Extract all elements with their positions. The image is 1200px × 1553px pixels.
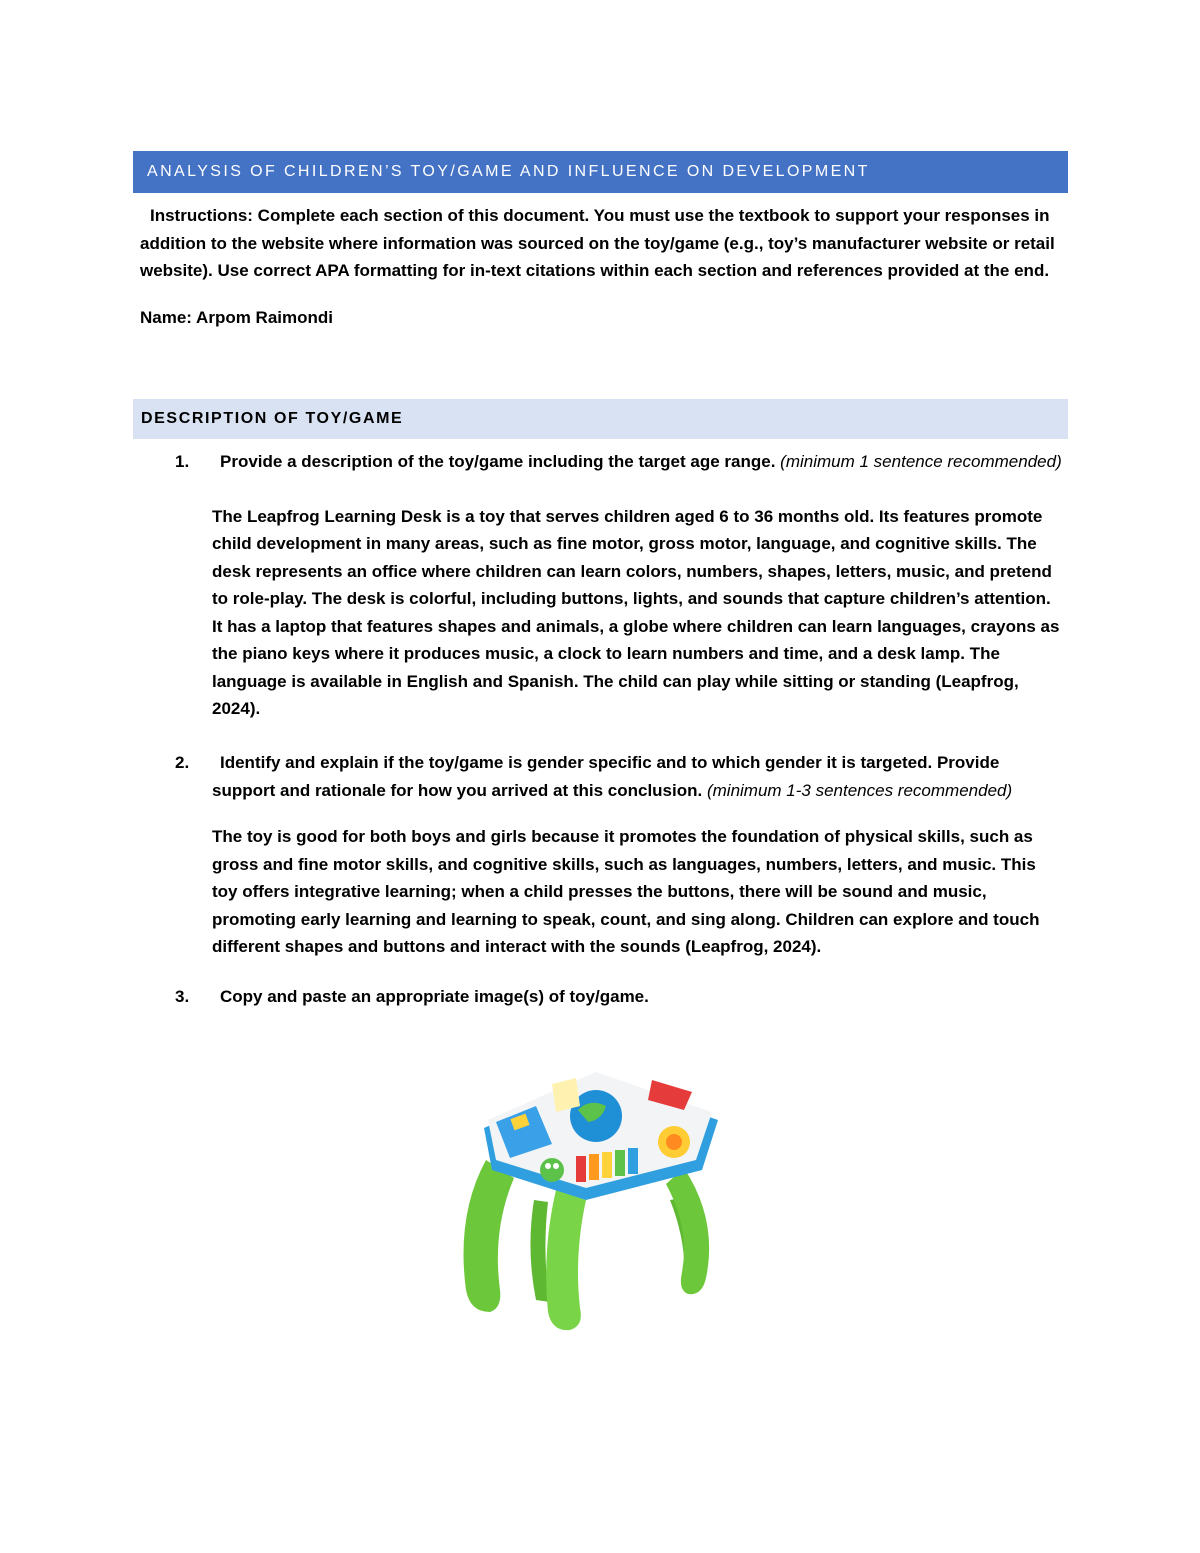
toy-frog-eye	[545, 1163, 551, 1169]
student-name: Name: Arpom Raimondi	[140, 308, 334, 327]
question-number: 1.	[175, 452, 190, 471]
question-hint: (minimum 1-3 sentences recommended)	[706, 780, 1013, 800]
toy-crayon-key	[628, 1148, 638, 1174]
instructions-text: Instructions: Complete each section of this document. You must use the textbook to support your responses in addition to the website where information was sourced on the toy/game (e.g., toy’s manufacturer website or retail website). Use correct APA formatting for in-text citations within each section and references provided at the end.	[140, 206, 1055, 280]
question-prompt	[212, 448, 1065, 476]
question-answer: The Leapfrog Learning Desk is a toy that serves children aged 6 to 36 months old. Its features promote child development in many areas, such as fine motor, gross motor, language, and cognitive skills. The desk represents an office where children can learn colors, numbers, shapes, letters, music, and pretend to role-play. The desk is colorful, including buttons, lights, and sounds that capture children’s attention. It has a laptop that features shapes and animals, a globe where children can learn languages, crayons as the piano keys where it produces music, a clock to learn numbers and time, and a desk lamp. The language is available in English and Spanish. The child can play while sitting or standing (Leapfrog, 2024).	[212, 506, 1060, 718]
document-title: ANALYSIS OF CHILDREN’S TOY/GAME AND INFLUENCE ON DEVELOPMENT	[147, 163, 870, 180]
question-prompt	[212, 983, 1065, 1011]
toy-crayon-key	[576, 1156, 586, 1182]
question-number: 2.	[175, 753, 190, 772]
toy-front-middle-leg	[546, 1190, 586, 1330]
toy-crayon-key	[615, 1150, 625, 1176]
question-item	[175, 448, 1065, 723]
question-item	[175, 749, 1065, 961]
question-answer: The toy is good for both boys and girls because it promotes the foundation of physical skills, such as gross and fine motor skills, and cognitive skills, such as languages, numbers, letters, and music. This toy offers integrative learning; when a child presses the buttons, there will be sound and music, promoting early learning and learning to speak, count, and sing along. Children can explore and touch different shapes and buttons and interact with the sounds (Leapfrog, 2024).	[212, 827, 1040, 956]
question-number: 3.	[175, 987, 190, 1006]
toy-frog-eye	[553, 1163, 559, 1169]
question-prompt-text: Identify and explain if the toy/game is gender specific and to which gender it is targeted. Provide support and rationale for how you arrived at this conclusion.	[212, 753, 1000, 800]
section-title: DESCRIPTION OF TOY/GAME	[141, 410, 404, 427]
question-item	[175, 983, 1065, 1011]
toy-front-right-leg	[666, 1168, 709, 1294]
document-title-bar	[133, 151, 1068, 193]
question-prompt	[212, 749, 1065, 804]
toy-crayon-key	[602, 1152, 612, 1178]
question-prompt-text: Copy and paste an appropriate image(s) of toy/game.	[220, 987, 649, 1006]
toy-book-page	[552, 1078, 580, 1112]
toy-crayon-key	[589, 1154, 599, 1180]
toy-front-left-leg	[464, 1160, 515, 1312]
question-hint: (minimum 1 sentence recommended)	[780, 452, 1062, 471]
toy-frog-character	[540, 1158, 564, 1182]
section-heading-bar	[133, 399, 1068, 439]
toy-learning-desk-image	[456, 1050, 732, 1334]
instructions-paragraph	[140, 202, 1068, 285]
toy-clock-center	[666, 1134, 682, 1150]
question-prompt-text: Provide a description of the toy/game including the target age range.	[220, 452, 776, 471]
